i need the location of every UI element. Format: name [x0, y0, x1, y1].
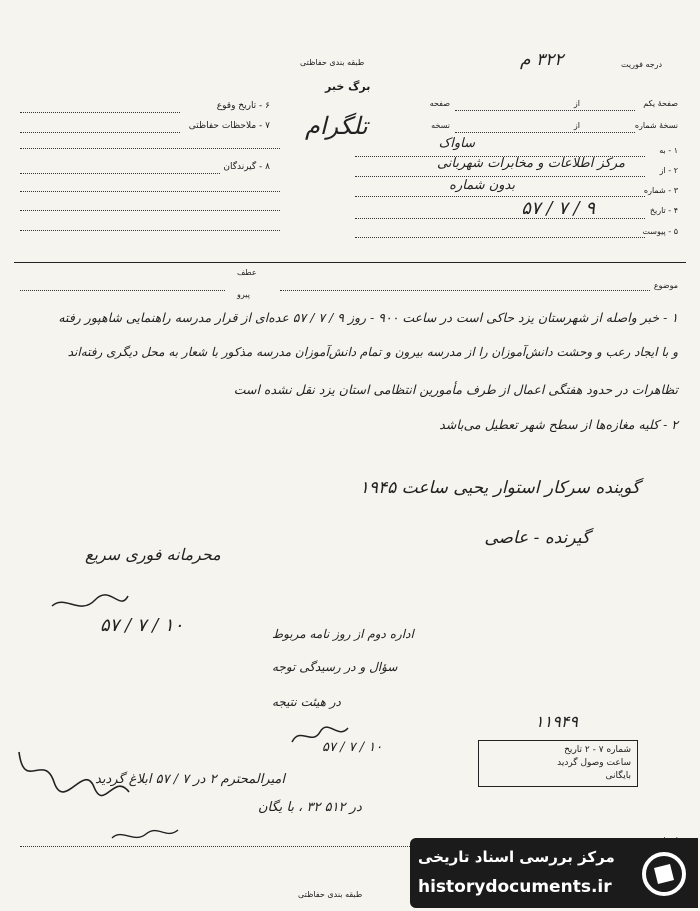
copy-unit: نسخه — [431, 121, 450, 130]
reporter-line: گوینده سرکار استوار یحیی ساعت ۱۹۴۵ — [359, 478, 640, 498]
dotted-line — [20, 210, 280, 211]
form-type-handwritten: تلگرام — [305, 112, 368, 140]
lower-handwritten-ref: در ۵۱۲ ۳۲ ، با یگان — [258, 800, 362, 815]
peyro-label: پیرو — [237, 290, 250, 299]
dotted-line — [20, 112, 180, 113]
field-recipients: ۸ - گیرندگان — [223, 162, 270, 172]
initials-scribble — [110, 826, 180, 846]
body-line-4: ۲ - کلیه مغازه‌ها از سطح شهر تعطیل می‌باشد — [439, 417, 678, 432]
atf-label: عطف — [237, 268, 257, 277]
lower-handwritten-note: امیرالمحترم ۲ در ۷ / ۵۷ ابلاغ گردید — [95, 772, 285, 787]
field-number-value: بدون شماره — [449, 178, 515, 193]
subject-label: موضوع — [653, 281, 678, 290]
form-title: برگ خبر — [325, 80, 371, 93]
field-number-label: ۳ - شماره — [643, 186, 678, 195]
stamp-line-2: ساعت وصول گردید — [557, 758, 631, 768]
receiver-line: گیرنده - عاصی — [484, 528, 590, 548]
field-occurrence-date: ۶ - تاریخ وقوع — [216, 101, 270, 111]
dotted-line — [355, 218, 645, 219]
stamp-line-3: بایگانی — [605, 771, 631, 781]
archive-logo-icon — [640, 850, 688, 898]
page-label: صفحهٔ یکم — [643, 99, 678, 108]
margin-date-1: ۱۰ / ۷ / ۵۷ — [100, 615, 184, 636]
copy-of: از — [573, 121, 580, 130]
archive-name: مرکز بررسی اسناد تاریخی — [418, 848, 615, 866]
body-line-2: و با ایجاد رعب و وحشت دانش‌آموزان را از مدرسه بیرون و تمام دانش‌آموزان مدرسه مذکور با شعار به محل دیگری رفته‌اند — [67, 345, 678, 359]
receipt-stamp — [478, 740, 638, 787]
field-security-notes: ۷ - ملاحظات حفاظتی — [188, 121, 270, 131]
directive-line-3: در هیئت نتیجه — [272, 695, 341, 709]
field-date-label: ۴ - تاریخ — [649, 206, 678, 215]
urgency-label: درجه فوریت — [621, 60, 663, 69]
field-date-value: ۹ / ۷ / ۵۷ — [521, 198, 595, 219]
copy-label: نسخهٔ شماره — [634, 121, 678, 130]
dotted-line — [20, 191, 280, 192]
serial-handwritten: ۳۲۲ م — [520, 50, 564, 70]
field-from-value: مرکز اطلاعات و مخابرات شهربانی — [436, 156, 625, 171]
dotted-line — [20, 230, 280, 231]
stamp-line-1: شماره ۷ - ۲ تاریخ — [564, 745, 631, 755]
directive-line-1: اداره دوم از روز نامه مربوط — [272, 627, 414, 641]
classification-top: طبقه بندی حفاظتی — [300, 58, 365, 67]
dotted-line — [280, 290, 650, 291]
section-divider — [14, 262, 686, 263]
dotted-line — [20, 173, 220, 174]
dotted-line — [20, 290, 225, 291]
body-line-3: تظاهرات در حدود هفتگی اعمال از طرف مأمورین انتظامی استان یزد نقل نشده است — [233, 382, 678, 397]
page-unit: صفحه — [429, 99, 450, 108]
directive-line-2: سؤال و در رسیدگی توجه — [272, 660, 398, 674]
field-from-label: ۲ - از — [659, 166, 678, 175]
page-of: از — [573, 99, 580, 108]
field-to-label: ۱ - به — [659, 146, 678, 155]
dotted-line — [355, 237, 645, 238]
field-attachment-label: ۵ - پیوست — [642, 227, 678, 236]
dotted-line — [355, 196, 645, 197]
classification-bottom: طبقه بندی حفاظتی — [298, 890, 363, 899]
dotted-line — [455, 132, 635, 133]
directive-date: ۱۰ / ۷ / ۵۷ — [322, 740, 383, 755]
dotted-line — [20, 148, 280, 149]
archive-url: historydocuments.ir — [418, 877, 612, 897]
dotted-line — [20, 132, 180, 133]
field-to-value: ساواک — [438, 136, 475, 151]
margin-note-1: محرمانه فوری سریع — [85, 545, 221, 564]
dotted-line — [455, 110, 635, 111]
handwritten-number: ۱۱۹۴۹ — [535, 712, 578, 731]
body-line-1: ۱ - خبر واصله از شهرستان یزد حاکی است در ساعت ۹۰۰ - روز ۹ / ۷ / ۵۷ عده‌ای از قرار مدرسه راهنمایی شاهپور رفته — [58, 310, 678, 325]
dotted-line — [355, 176, 645, 177]
